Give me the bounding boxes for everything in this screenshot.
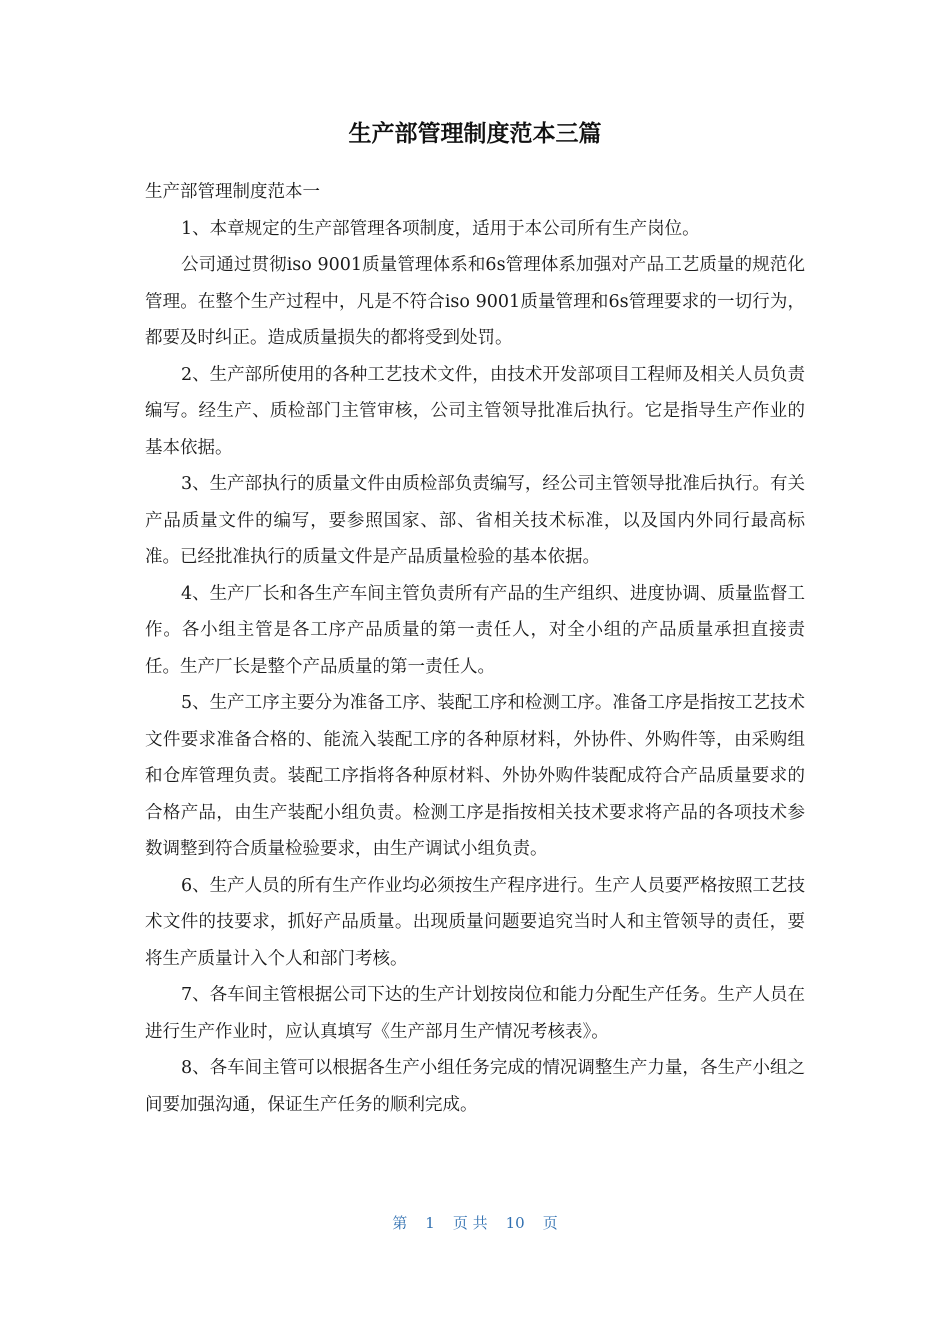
- page-footer: [0, 1208, 950, 1238]
- paragraph-4: 3、生产部执行的质量文件由质检部负责编写，经公司主管领导批准后执行。有关产品质量文件的编写，要参照国家、部、省相关技术标准，以及国内外同行最高标准。已经批准执行的质量文件是产品质量检验的基本依据。: [145, 474, 805, 567]
- paragraph-3: 2、生产部所使用的各种工艺技术文件，由技术开发部项目工程师及相关人员负责编写。经生产、质检部门主管审核，公司主管领导批准后执行。它是指导生产作业的基本依据。: [145, 364, 805, 458]
- paragraph-9: 8、各车间主管可以根据各生产小组任务完成的情况调整生产力量，各生产小组之间要加强沟通，保证生产任务的顺利完成。: [145, 1058, 805, 1115]
- footer-prefix: 第: [392, 1214, 408, 1232]
- document-title: 生产部管理制度范本三篇: [348, 121, 602, 147]
- paragraph-8: 7、各车间主管根据公司下达的生产计划按岗位和能力分配生产任务。生产人员在进行生产作业时，应认真填写《生产部月生产情况考核表》。: [145, 985, 805, 1042]
- paragraph-2: 公司通过贯彻iso 9001质量管理体系和6s管理体系加强对产品工艺质量的规范化管理。在整个生产过程中，凡是不符合iso 9001质量管理和6s管理要求的一切行为，都要及时纠正。造成质量损失的都将受到处罚。: [145, 255, 805, 348]
- paragraph-5: 4、生产厂长和各生产车间主管负责所有产品的生产组织、进度协调、质量监督工作。各小组主管是各工序产品质量的第一责任人，对全小组的产品质量承担直接责任。生产厂长是整个产品质量的第一责任人。: [145, 583, 805, 677]
- paragraph-6: 5、生产工序主要分为准备工序、装配工序和检测工序。准备工序是指按工艺技术文件要求准备合格的、能流入装配工序的各种原材料，外协件、外购件等，由采购组和仓库管理负责。装配工序指将各种原材料、外协外购件装配成符合产品质量要求的合格产品，由生产装配小组负责。检测工序是指按相关技术要求将产品的各项技术参数调整到符合质量检验要求，由生产调试小组负责。: [145, 693, 805, 859]
- paragraph-7: 6、生产人员的所有生产作业均必须按生产程序进行。生产人员要严格按照工艺技术文件的技要求，抓好产品质量。出现质量问题要追究当时人和主管领导的责任，要将生产质量计入个人和部门考核。: [145, 875, 805, 969]
- section-heading: 生产部管理制度范本一: [145, 182, 320, 202]
- document-body: [145, 174, 805, 1123]
- footer-middle: 页 共: [452, 1214, 488, 1232]
- footer-total-pages: 10: [505, 1214, 525, 1232]
- footer-current-page: 1: [425, 1214, 435, 1232]
- footer-suffix: 页: [542, 1214, 558, 1232]
- paragraph-1: 1、本章规定的生产部管理各项制度，适用于本公司所有生产岗位。: [181, 218, 700, 239]
